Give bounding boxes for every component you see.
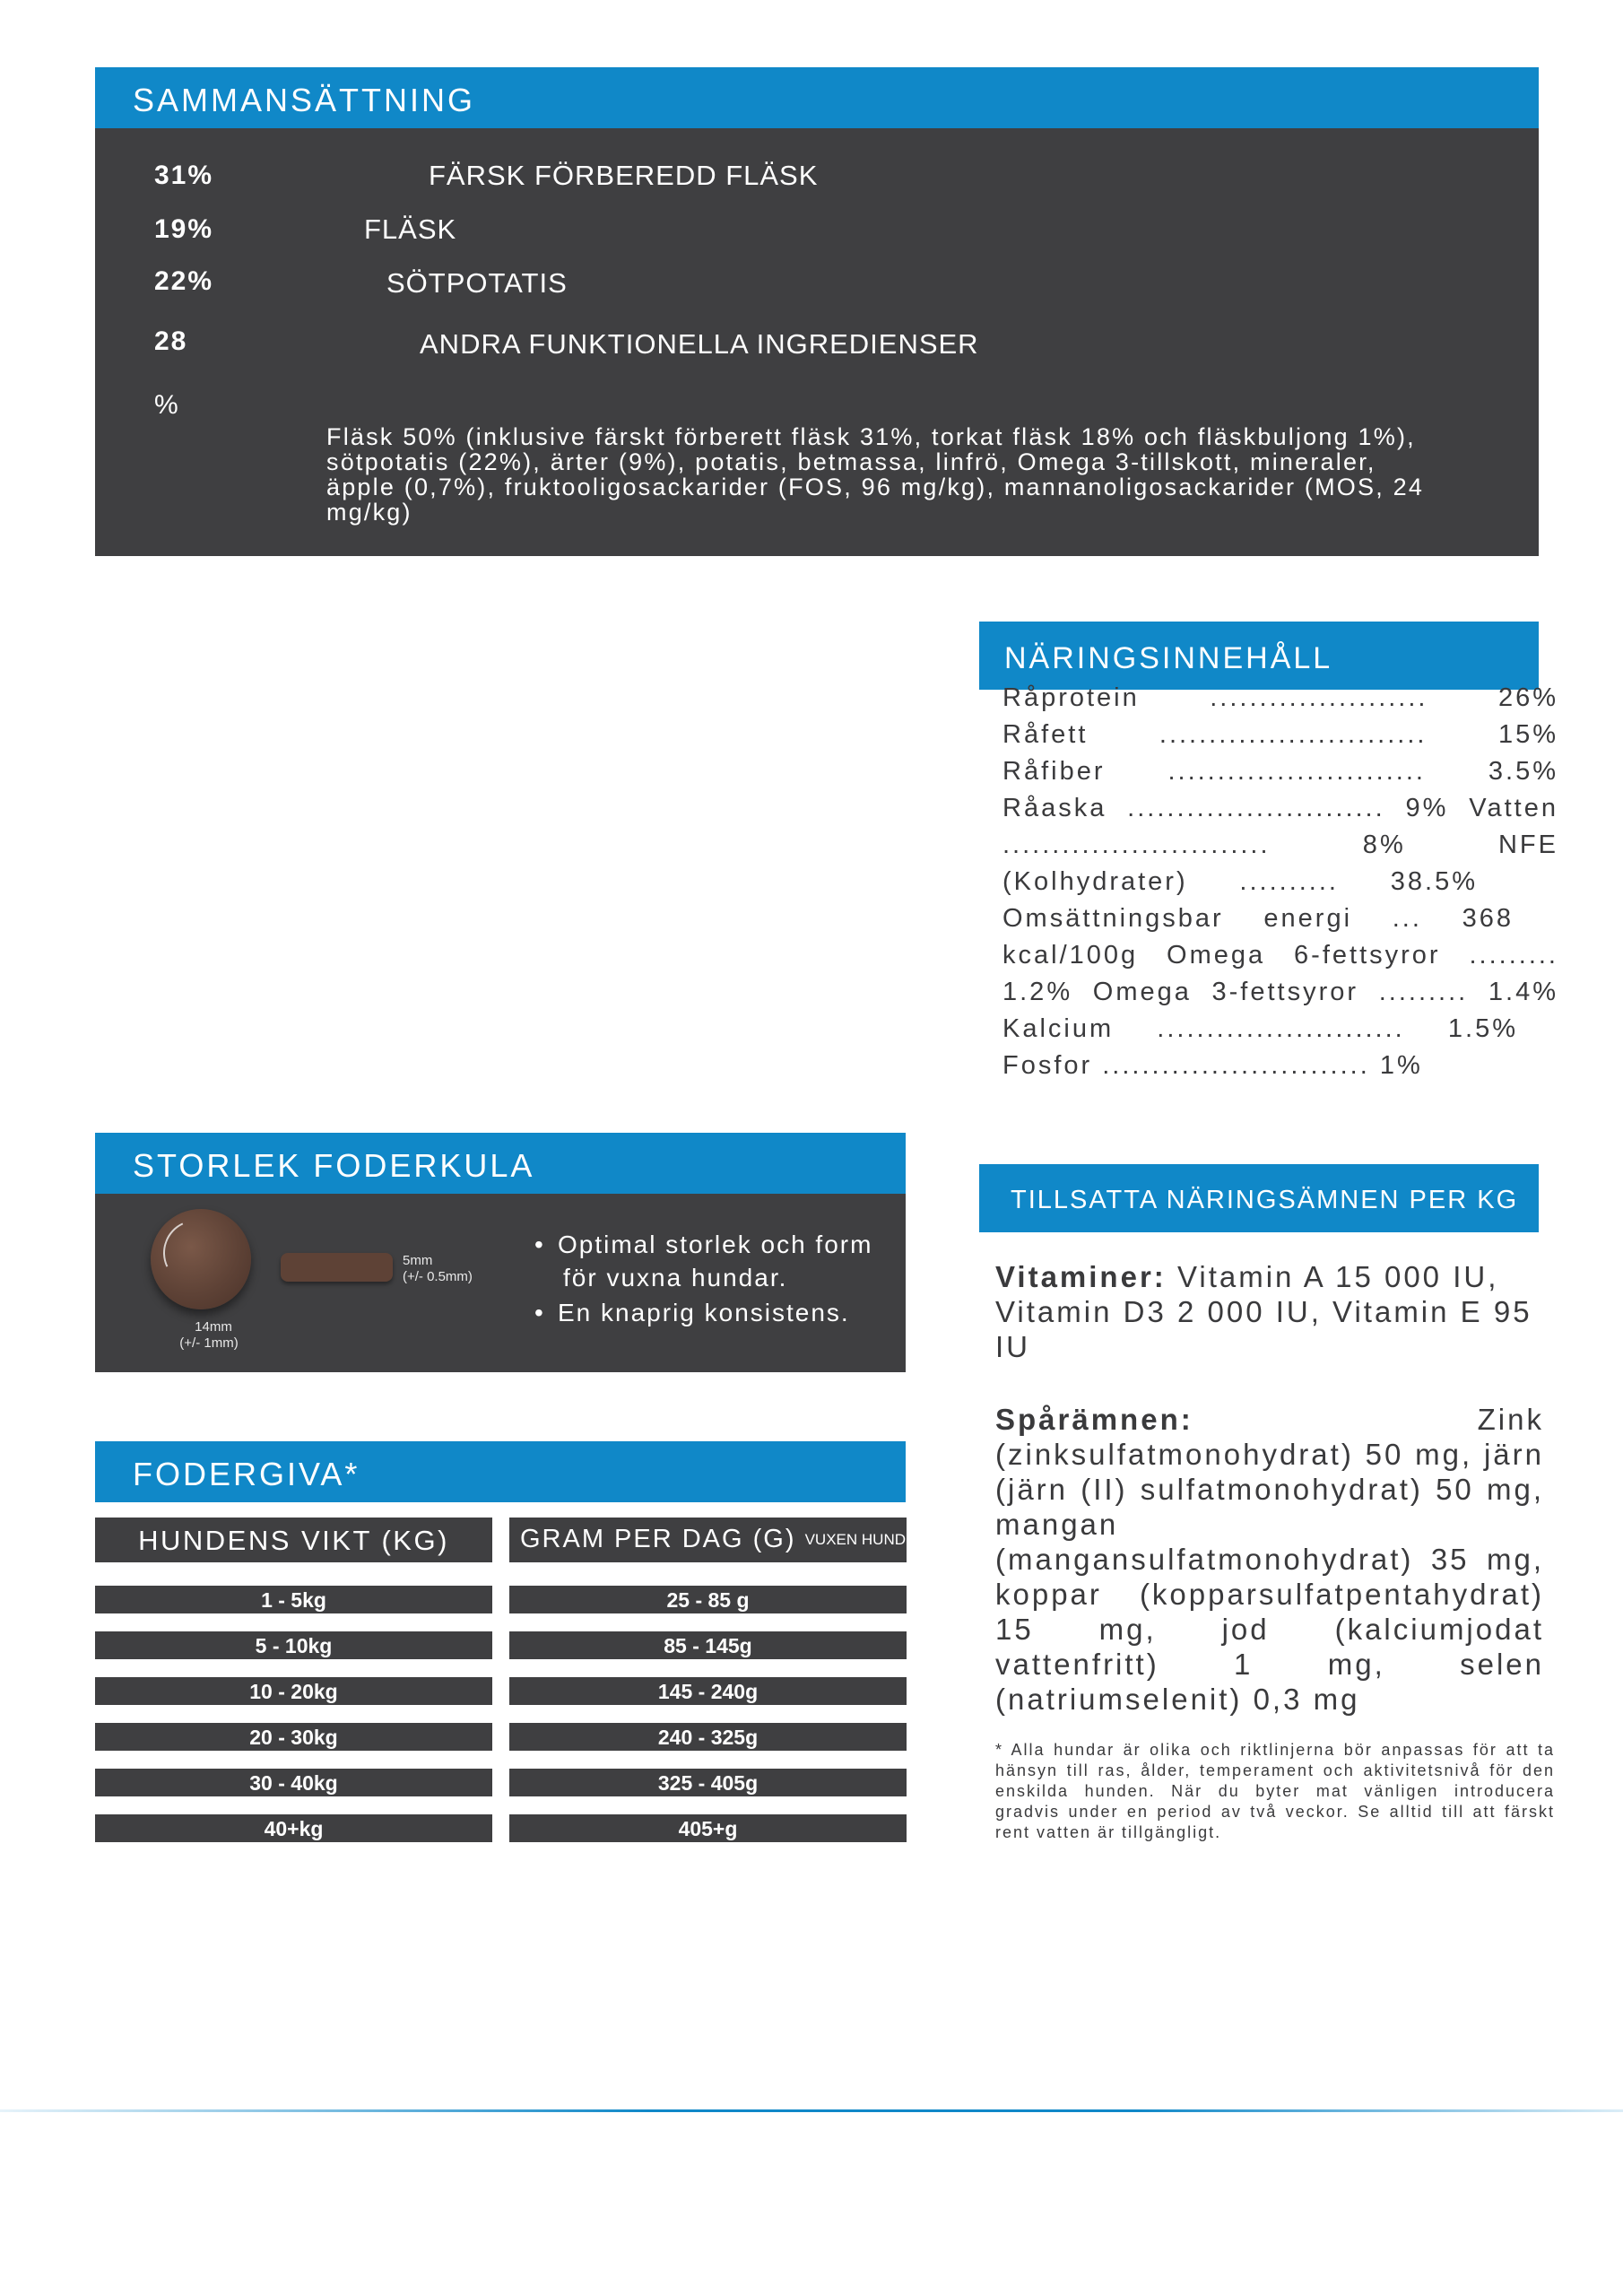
feeding-header	[95, 1441, 906, 1502]
composition-pct-4: 28	[154, 326, 188, 356]
gram-cell: 25 - 85 g	[509, 1586, 907, 1613]
composition-header	[95, 67, 1539, 128]
composition-ingredient-1: FÄRSK FÖRBEREDD FLÄSK	[429, 160, 819, 191]
composition-panel	[95, 128, 1539, 556]
weight-cell: 10 - 20kg	[95, 1677, 492, 1705]
adult-dog-label: VUXEN HUND	[804, 1531, 906, 1548]
kibble-panel	[95, 1194, 906, 1372]
gram-cell: 145 - 240g	[509, 1677, 907, 1705]
kibble-title: STORLEK FODERKULA	[133, 1147, 535, 1184]
nutrition-list	[1002, 680, 1558, 1084]
flat-kibble-label: 5mm (+/- 0.5mm)	[403, 1253, 473, 1284]
kibble-feature: • En knaprig konsistens.	[534, 1296, 872, 1329]
nutrition-line: 1.2% Omega 3-fettsyror ......... 1.4%	[1002, 978, 1558, 1006]
composition-ingredient-3: SÖTPOTATIS	[386, 267, 568, 299]
gram-cell: 325 - 405g	[509, 1769, 907, 1796]
nutrition-line: Råaska .......................... 9% Vatten	[1002, 794, 1558, 822]
round-kibble-image	[151, 1209, 251, 1309]
nutrition-line: kcal/100g Omega 6-fettsyror .........	[1002, 941, 1558, 970]
feeding-title: FODERGIVA*	[133, 1456, 360, 1492]
vitamins-text: Vitaminer: Vitamin A 15 000 IU, Vitamin D3 2 000 IU, Vitamin E 95 IU	[995, 1260, 1532, 1363]
weight-column-header: HUNDENS VIKT (KG)	[95, 1518, 492, 1562]
nutrition-line: Råfiber .......................... 3.5%	[1002, 757, 1558, 786]
composition-title: SAMMANSÄTTNING	[133, 82, 476, 118]
nutrition-line: Omsättningsbar energi ... 368	[1002, 904, 1514, 933]
nutrition-line: ........................... 8% NFE	[1002, 831, 1558, 859]
weight-cell: 30 - 40kg	[95, 1769, 492, 1796]
kibble-feature: • Optimal storlek och form	[534, 1228, 872, 1261]
weight-cell: 5 - 10kg	[95, 1631, 492, 1659]
composition-ingredient-2: FLÄSK	[364, 213, 457, 245]
nutrition-title: NÄRINGSINNEHÅLL	[1004, 641, 1333, 675]
vitamins-label: Vitaminer:	[995, 1260, 1167, 1293]
composition-ingredient-4: ANDRA FUNKTIONELLA INGREDIENSER	[420, 328, 979, 360]
gram-column-header: GRAM PER DAG (G) VUXEN HUND	[509, 1518, 907, 1562]
gram-cell: 405+g	[509, 1814, 907, 1842]
nutrition-line: Kalcium ......................... 1.5%	[1002, 1014, 1518, 1043]
bottom-divider	[0, 2109, 1623, 2112]
nutrition-line: (Kolhydrater) .......... 38.5%	[1002, 867, 1478, 896]
nutrition-line: Fosfor ........................... 1%	[1002, 1051, 1423, 1080]
kibble-feature-cont: för vuxna hundar.	[563, 1264, 788, 1292]
feeding-note: * Alla hundar är olika och riktlinjerna bör anpassas för att ta hänsyn till ras, ålder, temperament och aktivitetsnivå för den enskilda hunden. När du byter mat vänligen introducera gradvis under en period av två veckor. Se alltid till att färskt rent vatten är tillgängligt.	[995, 1741, 1555, 1841]
trace-elements-text: Spårämnen: Zink (zinksulfatmonohydrat) 50 mg, järn (järn (II) sulfatmonohydrat) 50 mg, mangan (mangansulfatmonohydrat) 35 mg, koppar (kopparsulfatpentahydrat) 15 mg, jod (kalciumjodat vattenfritt) 1 mg, selen (natriumselenit) 0,3 mg	[995, 1403, 1544, 1716]
trace-elements-label: Spårämnen:	[995, 1403, 1193, 1436]
round-kibble-label: 14mm (+/- 1mm)	[179, 1319, 239, 1351]
composition-pct-3: 22%	[154, 266, 214, 296]
weight-cell: 40+kg	[95, 1814, 492, 1842]
composition-pct-2: 19%	[154, 214, 214, 244]
composition-pct-1: 31%	[154, 161, 214, 190]
kibble-feature-list	[534, 1228, 872, 1329]
gram-cell: 240 - 325g	[509, 1723, 907, 1751]
added-nutrients-title: TILLSATTA NÄRINGSÄMNEN PER KG	[1011, 1186, 1519, 1214]
flat-kibble-image	[281, 1253, 393, 1282]
weight-cell: 20 - 30kg	[95, 1723, 492, 1751]
kibble-header	[95, 1133, 906, 1194]
weight-cell: 1 - 5kg	[95, 1586, 492, 1613]
composition-pct-symbol: %	[154, 390, 180, 420]
gram-cell: 85 - 145g	[509, 1631, 907, 1659]
composition-description: Fläsk 50% (inklusive färskt förberett fläsk 31%, torkat fläsk 18% och fläskbuljong 1%), sötpotatis (22%), ärter (9%), potatis, betmassa, linfrö, Omega 3-tillskott, mineraler, äpple (0,7%), fruktooligosackarider (FOS, 96 mg/kg), mannanoligosackarider (MOS, 24 mg/kg)	[326, 423, 1425, 526]
added-nutrients-header	[979, 1164, 1539, 1232]
nutrition-line: Råfett ........................... 15%	[1002, 720, 1558, 749]
nutrition-line: Råprotein ...................... 26%	[1002, 683, 1558, 712]
